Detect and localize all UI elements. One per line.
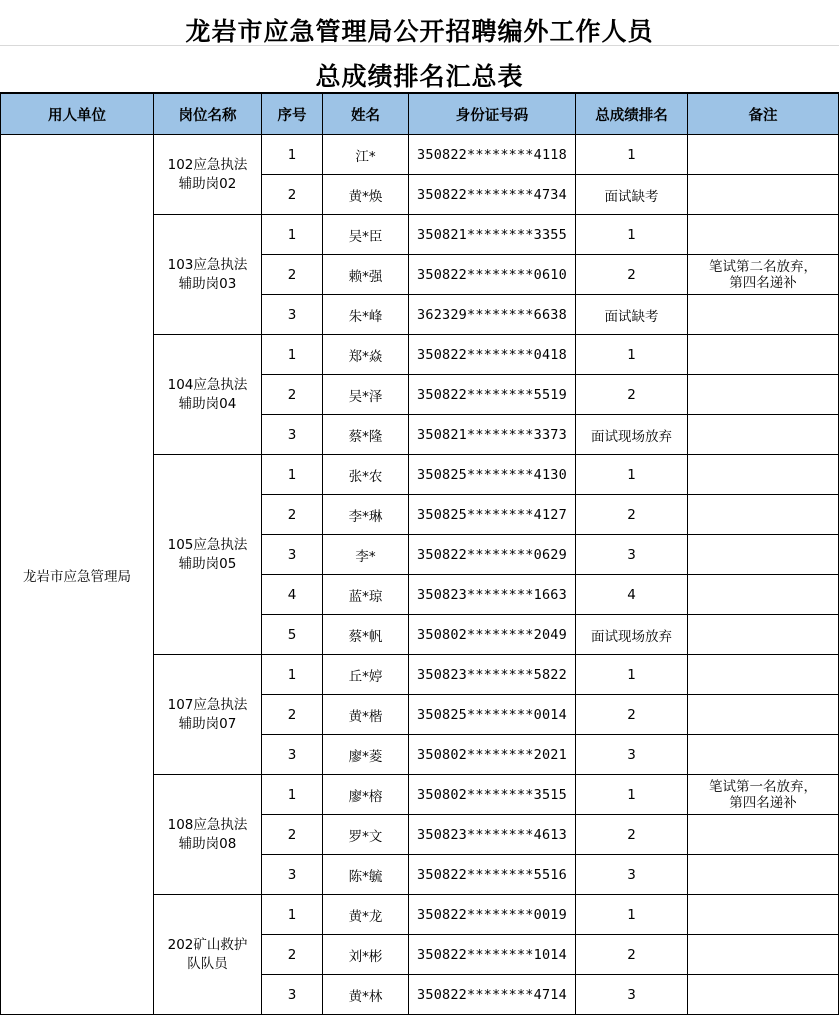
id-number-cell: 350823********1663 [409,575,576,615]
seq-cell: 1 [262,775,323,815]
note-cell [688,175,839,215]
post-name-line: 辅助岗08 [178,835,237,852]
title-area [0,0,839,93]
rank-cell: 面试现场放弃 [576,415,688,455]
name-cell: 罗*文 [323,815,409,855]
id-number-cell: 350822********0418 [409,335,576,375]
id-number-cell: 350821********3355 [409,215,576,255]
name-cell: 黄*焕 [323,175,409,215]
name-cell: 赖*强 [323,255,409,295]
id-number-cell: 350802********2021 [409,735,576,775]
seq-cell: 3 [262,855,323,895]
header-rank: 总成绩排名 [576,94,688,135]
page-title: 龙岩市应急管理局公开招聘编外工作人员 [185,17,654,46]
id-number-cell: 350822********0019 [409,895,576,935]
note-cell [688,975,839,1015]
seq-cell: 1 [262,335,323,375]
post-name-cell [154,455,262,655]
seq-cell: 2 [262,695,323,735]
post-name-line: 辅助岗04 [178,395,237,412]
post-name-line: 202矿山救护 [167,936,248,953]
header-row [1,94,839,135]
id-number-cell: 350825********0014 [409,695,576,735]
rank-cell: 2 [576,815,688,855]
header-unit: 用人单位 [1,94,154,135]
id-number-cell: 350802********3515 [409,775,576,815]
name-cell: 廖*菱 [323,735,409,775]
post-name-cell [154,215,262,335]
seq-cell: 3 [262,975,323,1015]
rank-cell: 2 [576,935,688,975]
seq-cell: 2 [262,815,323,855]
id-number-cell: 350823********5822 [409,655,576,695]
note-cell [688,615,839,655]
id-number-cell: 350822********0629 [409,535,576,575]
rank-cell: 1 [576,655,688,695]
ranking-table [0,93,839,1015]
name-cell: 吴*臣 [323,215,409,255]
id-number-cell: 350825********4127 [409,495,576,535]
rank-cell: 3 [576,735,688,775]
rank-cell: 4 [576,575,688,615]
seq-cell: 1 [262,655,323,695]
seq-cell: 2 [262,375,323,415]
post-name-cell [154,775,262,895]
rank-cell: 3 [576,855,688,895]
post-name-line: 107应急执法 [167,696,248,713]
name-cell: 张*农 [323,455,409,495]
rank-cell: 2 [576,375,688,415]
post-name-cell [154,655,262,775]
note-cell [688,855,839,895]
rank-cell: 1 [576,135,688,175]
table-body [1,135,839,1015]
name-cell: 廖*榕 [323,775,409,815]
seq-cell: 5 [262,615,323,655]
seq-cell: 1 [262,215,323,255]
seq-cell: 1 [262,135,323,175]
name-cell: 吴*泽 [323,375,409,415]
note-cell [688,815,839,855]
post-name-line: 105应急执法 [167,536,248,553]
rank-cell: 3 [576,975,688,1015]
id-number-cell: 350822********5516 [409,855,576,895]
note-cell [688,375,839,415]
seq-cell: 3 [262,735,323,775]
note-cell [688,455,839,495]
header-seq: 序号 [262,94,323,135]
post-name-line: 108应急执法 [167,816,248,833]
id-number-cell: 350802********2049 [409,615,576,655]
note-cell [688,895,839,935]
seq-cell: 3 [262,535,323,575]
unit-cell: 龙岩市应急管理局 [1,135,154,1015]
post-name-line: 队队员 [187,955,228,972]
seq-cell: 3 [262,295,323,335]
rank-cell: 1 [576,895,688,935]
post-name-line: 104应急执法 [167,376,248,393]
note-cell [688,575,839,615]
rank-cell: 1 [576,775,688,815]
id-number-cell: 350822********4734 [409,175,576,215]
seq-cell: 2 [262,175,323,215]
note-cell [688,535,839,575]
rank-cell: 3 [576,535,688,575]
post-name-cell [154,135,262,215]
rank-cell: 2 [576,255,688,295]
note-cell [688,735,839,775]
id-number-cell: 350821********3373 [409,415,576,455]
note-cell [688,415,839,455]
name-cell: 陈*毓 [323,855,409,895]
note-cell [688,295,839,335]
seq-cell: 2 [262,255,323,295]
post-name-line: 103应急执法 [167,256,248,273]
post-name-line: 辅助岗02 [178,175,237,192]
header-name: 姓名 [323,94,409,135]
note-cell [688,935,839,975]
name-cell: 黄*龙 [323,895,409,935]
name-cell: 黄*楷 [323,695,409,735]
name-cell: 李* [323,535,409,575]
name-cell: 江* [323,135,409,175]
name-cell: 丘*婷 [323,655,409,695]
seq-cell: 1 [262,895,323,935]
rank-cell: 面试缺考 [576,175,688,215]
post-name-line: 辅助岗03 [178,275,237,292]
post-name-cell [154,335,262,455]
rank-cell: 1 [576,215,688,255]
name-cell: 黄*林 [323,975,409,1015]
seq-cell: 2 [262,935,323,975]
name-cell: 刘*彬 [323,935,409,975]
id-number-cell: 350822********1014 [409,935,576,975]
name-cell: 蓝*琼 [323,575,409,615]
post-name-line: 辅助岗05 [178,555,237,572]
page-subtitle: 总成绩排名汇总表 [315,62,524,91]
note-cell [688,135,839,175]
note-cell [688,335,839,375]
id-number-cell: 350822********0610 [409,255,576,295]
rank-cell: 2 [576,495,688,535]
header-id: 身份证号码 [409,94,576,135]
name-cell: 郑*焱 [323,335,409,375]
id-number-cell: 350822********4118 [409,135,576,175]
id-number-cell: 350823********4613 [409,815,576,855]
id-number-cell: 350825********4130 [409,455,576,495]
seq-cell: 4 [262,575,323,615]
name-cell: 李*琳 [323,495,409,535]
note-cell: 笔试第二名放弃， 第四名递补 [688,255,839,295]
table-row [1,135,839,175]
rank-cell: 1 [576,335,688,375]
id-number-cell: 362329********6638 [409,295,576,335]
id-number-cell: 350822********5519 [409,375,576,415]
seq-cell: 3 [262,415,323,455]
header-note: 备注 [688,94,839,135]
note-cell: 笔试第一名放弃， 第四名递补 [688,775,839,815]
name-cell: 蔡*隆 [323,415,409,455]
seq-cell: 1 [262,455,323,495]
header-post: 岗位名称 [154,94,262,135]
name-cell: 蔡*帆 [323,615,409,655]
post-name-line: 102应急执法 [167,156,248,173]
seq-cell: 2 [262,495,323,535]
note-cell [688,495,839,535]
rank-cell: 1 [576,455,688,495]
rank-cell: 2 [576,695,688,735]
post-name-line: 辅助岗07 [178,715,237,732]
rank-cell: 面试现场放弃 [576,615,688,655]
note-cell [688,695,839,735]
name-cell: 朱*峰 [323,295,409,335]
post-name-cell [154,895,262,1015]
id-number-cell: 350822********4714 [409,975,576,1015]
note-cell [688,655,839,695]
note-cell [688,215,839,255]
rank-cell: 面试缺考 [576,295,688,335]
